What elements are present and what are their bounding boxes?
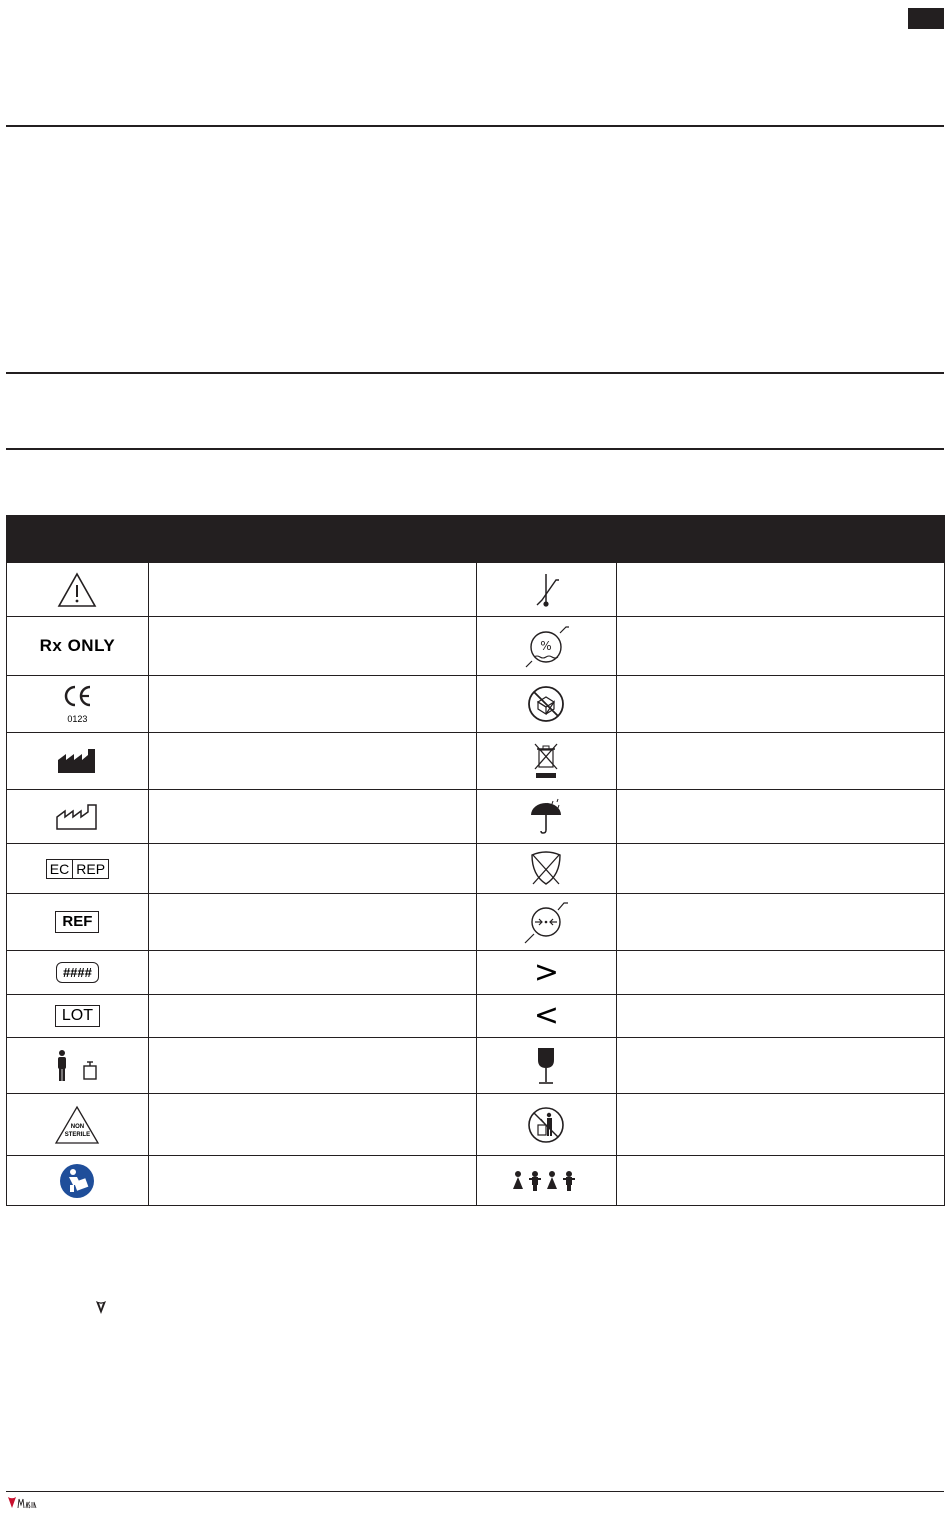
rep-label: REP — [76, 860, 106, 877]
table-row — [7, 1037, 944, 1093]
description-cell — [148, 1156, 476, 1205]
follow-instructions-icon — [59, 1163, 95, 1199]
description-cell — [148, 733, 476, 789]
table-row — [7, 675, 944, 732]
table-row — [7, 893, 944, 950]
symbols-table — [6, 515, 945, 1206]
description-cell — [148, 790, 476, 843]
table-row — [7, 994, 944, 1037]
non-label: NON — [70, 1123, 85, 1130]
table-row — [7, 616, 944, 675]
table-row — [7, 789, 944, 843]
section-rule-middle — [6, 372, 944, 374]
description-cell — [616, 676, 944, 732]
less-than-icon: < — [533, 998, 559, 1033]
description-cell — [616, 617, 944, 675]
table-row — [7, 563, 944, 616]
description-cell — [148, 617, 476, 675]
lot-code-icon: LOT — [55, 1005, 100, 1027]
fragile-icon — [534, 1046, 558, 1086]
description-cell — [616, 844, 944, 893]
description-cell — [148, 563, 476, 616]
do-not-litter-icon — [527, 1106, 565, 1144]
description-cell — [148, 995, 476, 1037]
rx-only-icon: Rx ONLY — [39, 636, 116, 655]
svg-text:%: % — [540, 639, 553, 653]
humidity-limit-icon — [522, 623, 570, 669]
section-rule-lower — [6, 448, 944, 450]
notified-body-number: 0123 — [67, 714, 88, 724]
atmospheric-pressure-limit-icon — [522, 899, 570, 945]
model-number-icon: #### — [56, 962, 99, 983]
table-row — [7, 1155, 944, 1205]
non-sterile-icon — [54, 1105, 100, 1145]
weee-disposal-icon — [531, 741, 561, 781]
date-of-manufacture-icon — [56, 804, 98, 830]
keep-dry-icon — [526, 797, 566, 837]
greater-than-icon: > — [533, 954, 559, 990]
patient-population-icon — [511, 1170, 581, 1192]
patient-weight-icon — [52, 1049, 102, 1083]
sterile-label: STERILE — [64, 1131, 91, 1138]
description-cell — [616, 733, 944, 789]
section-rule-top — [6, 125, 944, 127]
catalog-number-icon: REF — [55, 911, 99, 933]
description-cell — [616, 1156, 944, 1205]
table-row — [7, 843, 944, 893]
brand-mark-icon — [95, 1299, 107, 1315]
table-row — [7, 732, 944, 789]
temperature-limit-icon — [526, 570, 566, 610]
description-cell — [148, 676, 476, 732]
description-cell — [148, 844, 476, 893]
ce-mark-icon — [62, 684, 92, 724]
description-cell — [616, 790, 944, 843]
ec-rep-icon — [46, 859, 109, 879]
description-cell — [616, 1094, 944, 1155]
footer-rule — [6, 1491, 944, 1492]
description-cell — [148, 894, 476, 950]
symbols-table-header — [6, 515, 945, 563]
manufacturer-icon — [57, 748, 97, 774]
language-tab — [908, 8, 944, 29]
warning-triangle-icon — [57, 572, 97, 608]
table-row — [7, 1093, 944, 1155]
table-row — [7, 950, 944, 994]
description-cell — [616, 995, 944, 1037]
description-cell — [616, 951, 944, 994]
description-cell — [616, 563, 944, 616]
masimo-logo-icon — [7, 1496, 37, 1510]
description-cell — [616, 1038, 944, 1093]
description-cell — [148, 1094, 476, 1155]
do-not-use-if-damaged-icon — [526, 684, 566, 724]
not-made-with-latex-icon — [529, 851, 563, 887]
description-cell — [148, 951, 476, 994]
ec-label: EC — [47, 860, 73, 878]
description-cell — [616, 894, 944, 950]
description-cell — [148, 1038, 476, 1093]
